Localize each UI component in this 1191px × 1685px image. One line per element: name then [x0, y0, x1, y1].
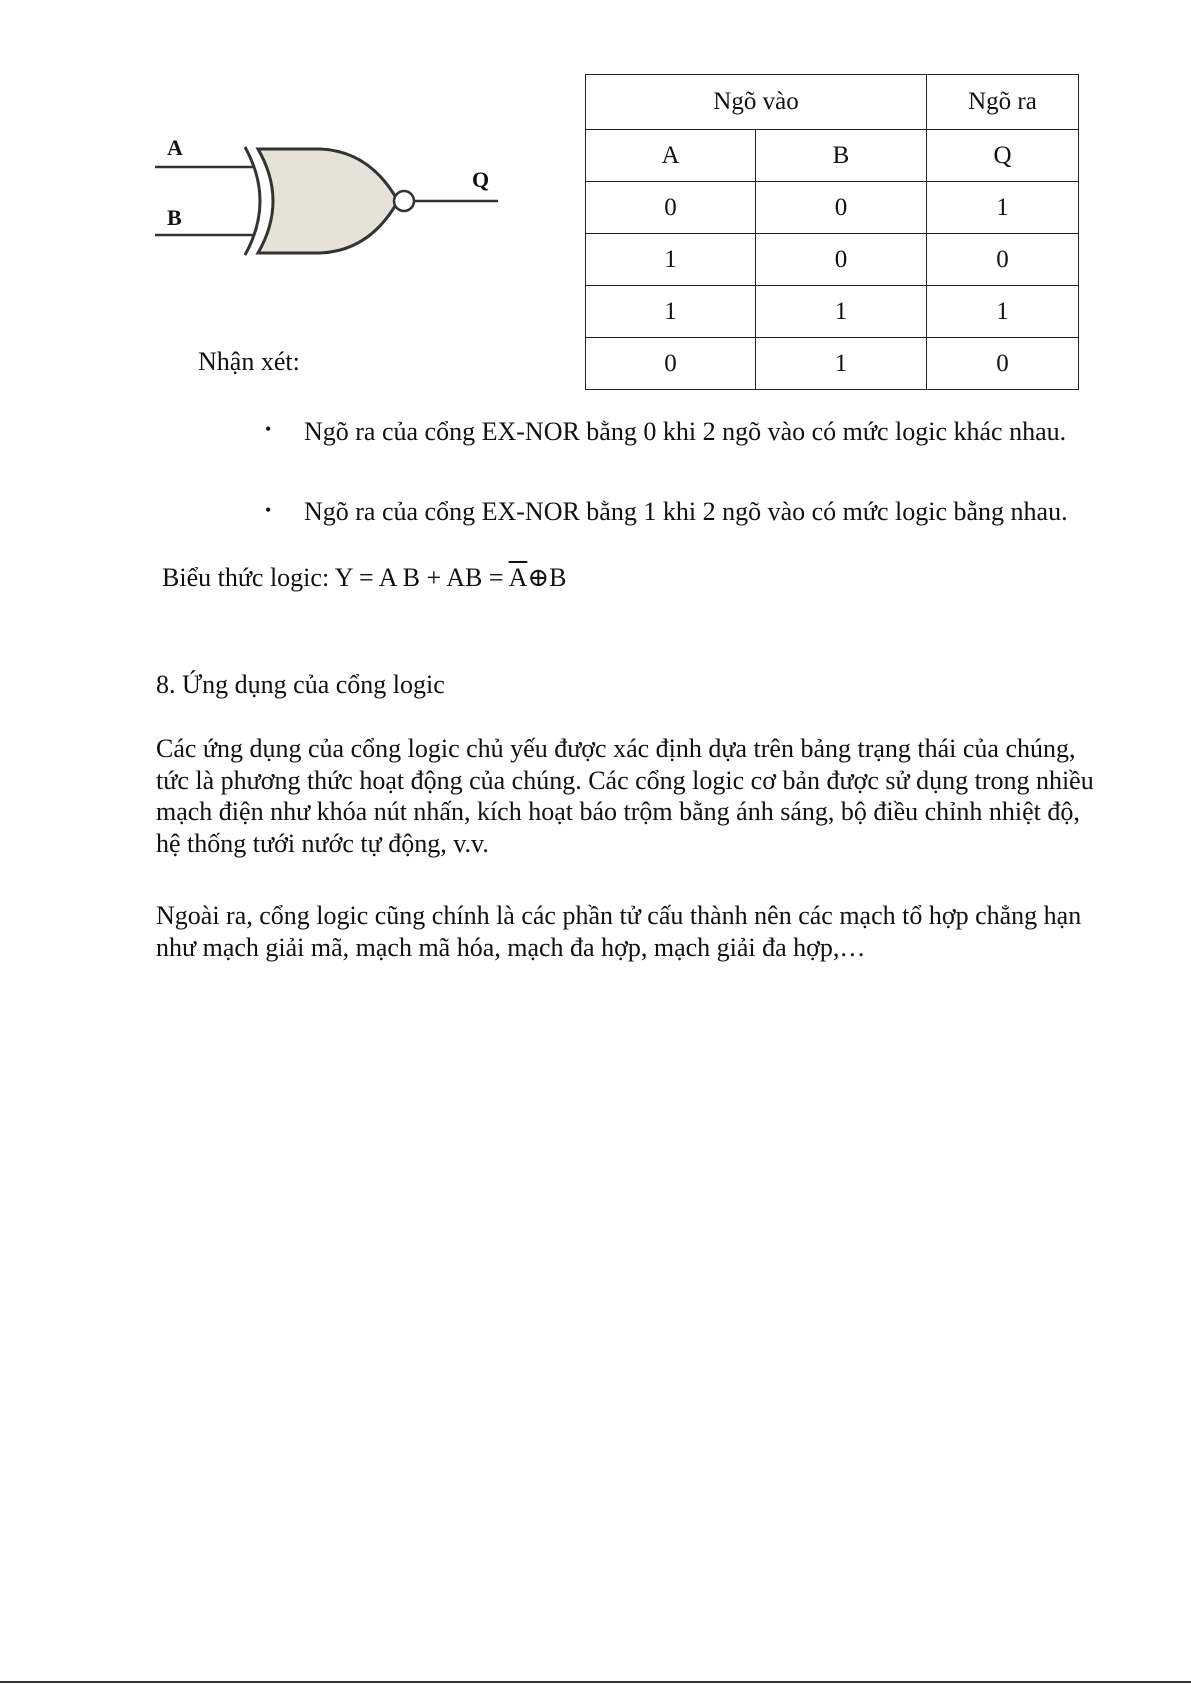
- page-bottom-rule: [0, 1681, 1191, 1683]
- expression-term-negated: $\overline{A}$: [508, 563, 528, 592]
- table-cell: 0: [927, 338, 1079, 390]
- inputs-group-header: Ngõ vào: [586, 75, 927, 130]
- expression-term: B: [549, 563, 567, 592]
- bullet-marker: •: [265, 419, 272, 439]
- table-group-header-row: [586, 75, 1079, 130]
- expression-term: A: [378, 563, 397, 592]
- remark-label: Nhận xét:: [198, 347, 300, 376]
- table-cell: 1: [586, 234, 756, 286]
- gate-body: [258, 149, 398, 253]
- column-header-a: A: [586, 130, 756, 182]
- table-cell: 1: [756, 286, 927, 338]
- table-column-header-row: [586, 130, 1079, 182]
- truth-table: [585, 74, 1079, 390]
- table-cell: 1: [927, 182, 1079, 234]
- output-group-header: Ngõ ra: [927, 75, 1079, 130]
- output-q-label: Q: [472, 167, 490, 192]
- expression-term: B: [402, 563, 420, 592]
- table-cell: 0: [586, 182, 756, 234]
- table-cell: 1: [927, 286, 1079, 338]
- input-b-label: B: [167, 205, 182, 230]
- paragraph: Ngoài ra, cổng logic cũng chính là các phần tử cấu thành nên các mạch tổ hợp chẳng hạn như mạch giải mã, mạch mã hóa, mạch đa hợp, mạch giải đa hợp,…: [156, 901, 1082, 962]
- bullet-marker: •: [265, 500, 272, 520]
- table-row: [586, 338, 1079, 390]
- table-cell: 1: [586, 286, 756, 338]
- inversion-bubble: [394, 191, 414, 211]
- paragraph: Các ứng dụng của cổng logic chủ yếu được xác định dựa trên bảng trạng thái của chúng, tức là phương thức hoạt động của chúng. Các cổng logic cơ bản được sử dụng trong nhiều mạch điện như khóa nút nhấn, kích hoạt báo trộm bằng ánh sáng, bộ điều chỉnh nhiệt độ, hệ thống tưới nước tự động, v.v.: [156, 734, 1094, 858]
- column-header-b: B: [756, 130, 927, 182]
- table-cell: 1: [756, 338, 927, 390]
- table-row: [586, 182, 1079, 234]
- logic-expression: [162, 562, 566, 593]
- xor-input-curve: [245, 147, 260, 255]
- xor-symbol: ⊕: [527, 563, 550, 592]
- expression-operator: +: [426, 563, 442, 592]
- table-cell: 0: [586, 338, 756, 390]
- column-header-q: Q: [927, 130, 1079, 182]
- bullet-item: Ngõ ra của cổng EX-NOR bằng 1 khi 2 ngõ vào có mức logic bằng nhau.: [304, 497, 1068, 526]
- section-title: 8. Ứng dụng của cổng logic: [156, 670, 445, 699]
- expression-term: B: [464, 563, 483, 592]
- table-cell: 0: [756, 234, 927, 286]
- table-row: [586, 286, 1079, 338]
- expression-term: A: [446, 563, 465, 592]
- xnor-gate-diagram: [150, 125, 510, 265]
- table-row: [586, 234, 1079, 286]
- expression-label: Biểu thức logic: Y =: [162, 563, 379, 592]
- input-a-label: A: [167, 135, 183, 160]
- expression-operator: =: [488, 563, 504, 592]
- table-cell: 0: [756, 182, 927, 234]
- table-cell: 0: [927, 234, 1079, 286]
- bullet-item: Ngõ ra của cổng EX-NOR bằng 0 khi 2 ngõ vào có mức logic khác nhau.: [304, 417, 1067, 446]
